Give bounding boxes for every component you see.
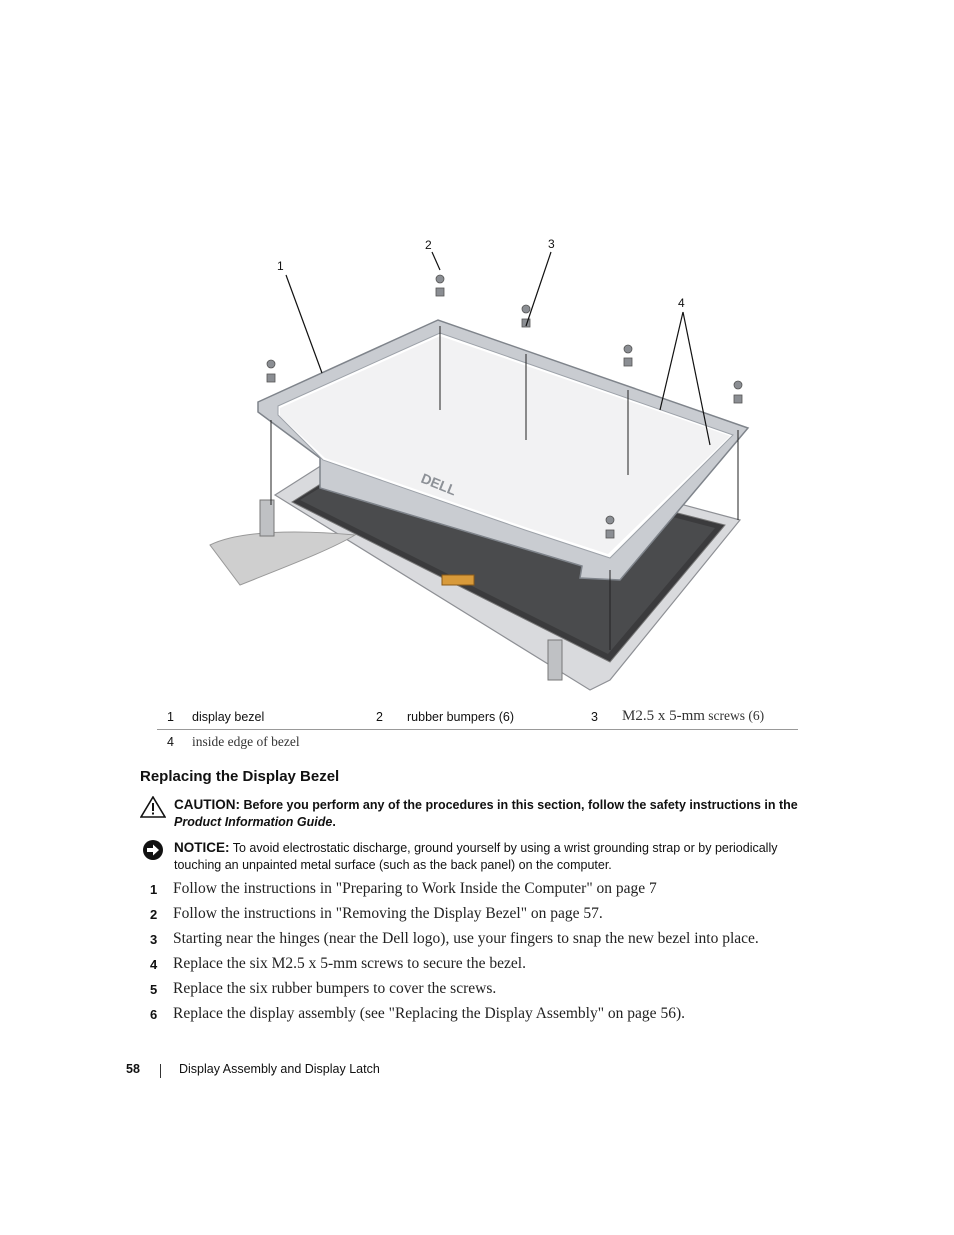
- list-item: [150, 930, 850, 955]
- list-item: [150, 1005, 850, 1030]
- bezel-illustration: [180, 230, 780, 700]
- notice-note: [140, 839, 820, 874]
- warning-triangle-icon: [140, 796, 166, 818]
- callout-2: 2: [425, 238, 432, 252]
- legend-label: [622, 708, 764, 725]
- caution-italic: Product Information Guide: [174, 815, 333, 829]
- legend-num: 2: [376, 710, 383, 724]
- list-item: [150, 880, 850, 905]
- notice-lead: NOTICE:: [174, 840, 230, 855]
- legend-label-main: M2.5 x 5-mm: [622, 708, 705, 724]
- footer-divider: [160, 1064, 161, 1078]
- callout-1: 1: [277, 259, 284, 273]
- legend-num: 4: [167, 735, 174, 749]
- list-item: [150, 980, 850, 1005]
- section-heading: Replacing the Display Bezel: [140, 768, 340, 785]
- legend-num: 1: [167, 710, 174, 724]
- legend-label-rest: screws (6): [704, 708, 765, 723]
- step-text: Follow the instructions in "Removing the Display Bezel" on page 57.: [173, 905, 603, 922]
- legend-row: [157, 705, 798, 730]
- procedure-steps: [150, 880, 850, 1030]
- step-text: Replace the six M2.5 x 5-mm screws to secure the bezel.: [173, 955, 526, 972]
- bezel-logo: DELL: [418, 469, 459, 499]
- step-text: Replace the display assembly (see "Replacing the Display Assembly" on page 56).: [173, 1005, 685, 1022]
- notice-text: To avoid electrostatic discharge, ground yourself by using a wrist grounding strap or by periodically touching an unpainted metal surface (such as the back panel) on the computer.: [174, 841, 778, 872]
- legend-row: [157, 730, 798, 754]
- step-number: 3: [150, 932, 158, 947]
- step-number: 6: [150, 1007, 158, 1022]
- caution-lead: CAUTION:: [174, 797, 240, 812]
- step-number: 2: [150, 907, 158, 922]
- caution-end: .: [332, 815, 336, 829]
- list-item: [150, 955, 850, 980]
- legend-label: display bezel: [192, 710, 265, 724]
- callout-4: 4: [678, 296, 685, 310]
- step-number: 4: [150, 957, 158, 972]
- step-number: 1: [150, 882, 158, 897]
- step-text: Replace the six rubber bumpers to cover the screws.: [173, 980, 497, 997]
- callout-3: 3: [548, 237, 555, 251]
- step-text: Follow the instructions in "Preparing to Work Inside the Computer" on page 7: [173, 880, 657, 897]
- legend-label: inside edge of bezel: [192, 734, 300, 749]
- legend-label: rubber bumpers (6): [407, 710, 514, 724]
- caution-text: Before you perform any of the procedures in this section, follow the safety instructions in the: [240, 798, 798, 812]
- list-item: [150, 905, 850, 930]
- caution-note: [140, 796, 820, 831]
- step-text: Starting near the hinges (near the Dell logo), use your fingers to snap the new bezel into place.: [173, 930, 759, 947]
- legend-num: 3: [591, 710, 598, 724]
- footer-section-title: Display Assembly and Display Latch: [179, 1062, 380, 1076]
- notice-arrow-icon: [140, 839, 166, 861]
- figure-legend: [157, 705, 798, 754]
- page-number: 58: [126, 1062, 140, 1076]
- step-number: 5: [150, 982, 158, 997]
